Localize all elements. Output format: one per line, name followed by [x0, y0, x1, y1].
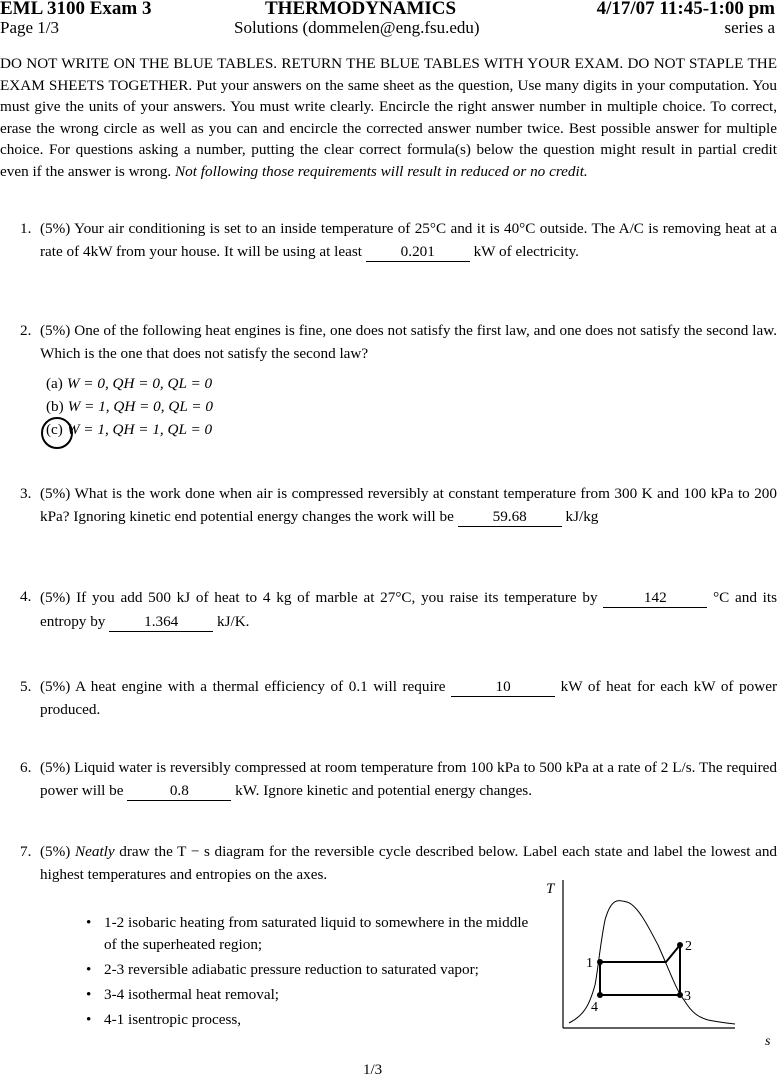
- solutions-line: Solutions (dommelen@eng.fsu.edu): [234, 18, 480, 37]
- course-title: EML 3100 Exam 3: [0, 0, 152, 19]
- question-number: 7.: [20, 843, 32, 860]
- series-label: series a: [724, 18, 775, 37]
- state-2-point: [677, 942, 683, 948]
- question-number: 4.: [20, 588, 32, 605]
- question-6: [20, 757, 777, 802]
- question-text-after: kJ/kg: [565, 507, 599, 525]
- question-text: (5%) Liquid water is reversibly compressed at room temperature from 100 kPa to 500 kPa at a rate of 2 L/s. The required power will be: [40, 759, 777, 799]
- list-item-text: 1-2 isobaric heating from saturated liquid to somewhere in the middle of the superheated region;: [104, 914, 529, 953]
- question-text: (5%) What is the work done when air is compressed reversibly at constant temperature from 300 K and 100 kPa to 200 kPa? Ignoring kinetic end potential energy changes the work will be: [40, 485, 777, 525]
- state-3-label: 3: [684, 989, 691, 1004]
- s-axis-label: s: [765, 1034, 771, 1049]
- question-1: [20, 218, 777, 263]
- state-4-label: 4: [591, 1000, 598, 1015]
- list-item-text: 2-3 reversible adiabatic pressure reduction to saturated vapor;: [104, 961, 479, 978]
- page-number-header: Page 1/3: [0, 18, 60, 37]
- question-emphasis: Neatly: [75, 843, 115, 860]
- list-item-text: 3-4 isothermal heat removal;: [104, 986, 280, 1003]
- question-number: 5.: [20, 678, 32, 695]
- option-expression: W = 0, QH = 0, QL = 0: [66, 375, 213, 392]
- option-label: (b): [46, 398, 64, 415]
- option-b[interactable]: [46, 398, 213, 416]
- exam-datetime: 4/17/07 11:45-1:00 pm: [596, 0, 775, 19]
- question-text-mid: °C and its entropy by: [40, 589, 777, 630]
- t-axis-label: T: [546, 881, 555, 897]
- question-pct: (5%): [40, 843, 71, 860]
- answer-blank-temperature[interactable]: 142: [603, 588, 707, 608]
- list-item: [86, 959, 536, 981]
- question-number: 2.: [20, 322, 32, 339]
- bullet-icon: •: [86, 914, 92, 931]
- bullet-icon: •: [86, 961, 92, 978]
- list-item: [86, 912, 536, 956]
- question-2: [20, 320, 777, 365]
- answer-blank-entropy[interactable]: 1.364: [109, 612, 213, 632]
- answer-blank[interactable]: 0.201: [366, 242, 470, 262]
- question-3: [20, 483, 777, 528]
- answer-blank[interactable]: 59.68: [458, 507, 562, 527]
- question-text: (5%) Your air conditioning is set to an inside temperature of 25°C and it is 40°C outside. The A/C is removing heat at a rate of 4kW from your house. It will be using at least: [40, 220, 777, 260]
- question-text-after: kW of electricity.: [473, 242, 579, 260]
- bullet-icon: •: [86, 1011, 92, 1028]
- option-label: (a): [46, 375, 63, 392]
- option-expression: W = 1, QH = 1, QL = 0: [66, 421, 213, 438]
- state-4-point: [597, 992, 603, 998]
- question-text: draw the T − s diagram for the reversible cycle described below. Label each state and label the lowest and highest temperatures and entropies on the axes.: [40, 843, 777, 883]
- list-item: [86, 984, 536, 1006]
- ts-diagram: [540, 875, 777, 1055]
- selected-answer-circle: [41, 417, 73, 449]
- cycle-process-list: [86, 912, 536, 1034]
- instructions-warning: Not following those requirements will result in reduced or no credit.: [175, 162, 588, 180]
- question-text: (5%) If you add 500 kJ of heat to 4 kg of marble at 27°C, you raise its temperature by: [40, 589, 598, 606]
- option-label: (c): [46, 421, 63, 438]
- instructions: [0, 53, 777, 182]
- state-1-label: 1: [586, 956, 593, 971]
- question-4: [20, 586, 777, 634]
- answer-blank[interactable]: 10: [451, 677, 555, 697]
- cycle-path: [600, 945, 680, 995]
- question-number: 1.: [20, 220, 32, 237]
- question-text-after: kW. Ignore kinetic and potential energy changes.: [235, 781, 533, 799]
- question-text-after: kJ/K.: [216, 613, 250, 630]
- option-expression: W = 1, QH = 0, QL = 0: [67, 398, 213, 415]
- bullet-icon: •: [86, 986, 92, 1003]
- state-2-label: 2: [685, 939, 692, 954]
- question-text-after: kW of heat for each kW of power produced.: [40, 678, 777, 718]
- answer-blank[interactable]: 0.8: [127, 781, 231, 801]
- list-item-text: 4-1 isentropic process,: [104, 1011, 242, 1028]
- question-number: 6.: [20, 759, 32, 776]
- page-footer: 1/3: [363, 1062, 383, 1078]
- question-text: (5%) One of the following heat engines is fine, one does not satisfy the first law, and one does not satisfy the second law. Which is the one that does not satisfy the second law?: [40, 322, 777, 362]
- instructions-text: DO NOT WRITE ON THE BLUE TABLES. RETURN THE BLUE TABLES WITH YOUR EXAM. DO NOT STAPLE THE EXAM SHEETS TOGETHER. Put your answers on the same sheet as the question, Use many digits in your computation. You must give the units of your answers. You must write clearly. Encircle the right answer number in multiple choice. To correct, erase the wrong circle as well as you can and encircle the corrected answer number twice. Best possible answer for multiple choice. For questions asking a number, putting the clear correct formula(s) below the question might result in partial credit even if the answer is wrong.: [0, 55, 777, 180]
- state-1-point: [597, 959, 603, 965]
- option-a[interactable]: [46, 375, 212, 393]
- question-number: 3.: [20, 485, 32, 502]
- question-text: (5%) A heat engine with a thermal efficiency of 0.1 will require: [40, 678, 446, 695]
- question-5: [20, 676, 777, 721]
- subject-title: THERMODYNAMICS: [265, 0, 457, 19]
- state-3-point: [677, 992, 683, 998]
- list-item: [86, 1009, 536, 1031]
